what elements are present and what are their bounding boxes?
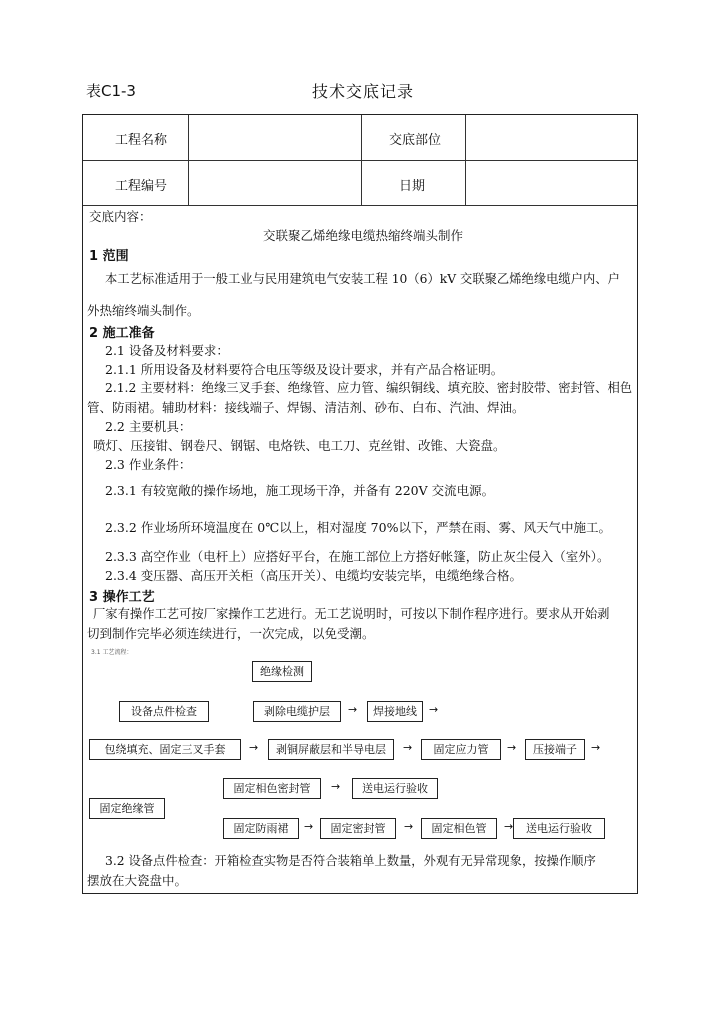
content-label: 交底内容： bbox=[89, 209, 152, 224]
section-3-paragraph: 厂家有操作工艺可按厂家操作工艺进行。无工艺说明时，可按以下制作程序进行。要求从开始剥 bbox=[93, 607, 610, 621]
project-number-label: 工程编号 bbox=[115, 179, 168, 194]
flow-arrow: → bbox=[404, 820, 414, 833]
item-2-3-3: 2.3.3 高空作业（电杆上）应搭好平台，在施工部位上方搭好帐篷，防止灰尘侵入（室外）。 bbox=[105, 549, 610, 564]
section-3-title: 3 操作工艺 bbox=[89, 590, 155, 605]
flow-arrow: → bbox=[591, 741, 601, 754]
section-1-paragraph: 本工艺标准适用于一般工业与民用建筑电气安装工程 10（6）kV 交联聚乙烯绝缘电缆户内、户 bbox=[105, 272, 620, 286]
flow-arrow: → bbox=[429, 703, 439, 716]
location-label: 交底部位 bbox=[389, 133, 442, 148]
subsection-2-1: 2.1 设备及材料要求： bbox=[105, 343, 229, 358]
flow-step-strip-shield: 剥铜屏蔽层和半导电层 bbox=[268, 739, 394, 760]
subsection-3-1-label: 3.1 工艺流程： bbox=[91, 649, 133, 656]
form-number: 表C1-3 bbox=[86, 82, 136, 100]
flow-step-wrap-fill: 包绕填充、固定三叉手套 bbox=[89, 739, 241, 760]
item-2-3-1: 2.3.1 有较宽敞的操作场地，施工现场干净，并备有 220V 交流电源。 bbox=[105, 483, 495, 498]
project-name-label: 工程名称 bbox=[115, 133, 168, 148]
item-2-1-1: 2.1.1 所用设备及材料要符合电压等级及设计要求，并有产品合格证明。 bbox=[105, 362, 504, 377]
flow-arrow: → bbox=[507, 741, 517, 754]
flow-step-fix-seal-tube: 固定密封管 bbox=[320, 818, 396, 839]
section-1-title: 1 范围 bbox=[89, 249, 129, 264]
section-2-title: 2 施工准备 bbox=[89, 326, 155, 341]
document-title: 技术交底记录 bbox=[312, 82, 415, 101]
flow-step-energize-accept: 送电运行验收 bbox=[352, 778, 438, 799]
section-3-paragraph: 切到制作完毕必须连续进行，一次完成，以免受潮。 bbox=[87, 626, 375, 641]
flow-arrow: → bbox=[249, 741, 259, 754]
flow-step-fix-stress-tube: 固定应力管 bbox=[421, 739, 501, 760]
flow-step-crimp-terminal: 压接端子 bbox=[525, 739, 585, 760]
item-2-1-2: 管、防雨裙。辅助材料：接线端子、焊锡、清洁剂、砂布、白布、汽油、焊油。 bbox=[87, 400, 525, 415]
subsection-3-2: 摆放在大瓷盘中。 bbox=[87, 873, 188, 888]
date-label: 日期 bbox=[399, 179, 426, 194]
flow-step-weld-ground: 焊接地线 bbox=[367, 701, 423, 722]
record-form bbox=[82, 114, 638, 894]
section-1-paragraph: 外热缩终端头制作。 bbox=[87, 303, 200, 318]
table-divider bbox=[83, 205, 637, 206]
flow-arrow: → bbox=[348, 703, 358, 716]
table-divider bbox=[83, 160, 637, 161]
item-2-1-2: 2.1.2 主要材料：绝缘三叉手套、绝缘管、应力管、编织铜线、填充胶、密封胶带、密封管、相色 bbox=[105, 381, 633, 395]
flow-step-inspect-equipment: 设备点件检查 bbox=[119, 701, 209, 722]
flow-step-fix-phase-tube: 固定相色管 bbox=[421, 818, 497, 839]
table-divider bbox=[361, 115, 362, 205]
flow-step-energize-accept-final: 送电运行验收 bbox=[513, 818, 605, 839]
flow-step-fix-phase-seal-tube: 固定相色密封管 bbox=[223, 778, 321, 799]
tool-list: 喷灯、压接钳、钢卷尺、钢锯、电烙铁、电工刀、克丝钳、改锥、大瓷盘。 bbox=[93, 438, 506, 453]
table-divider bbox=[188, 115, 189, 205]
subsection-2-3: 2.3 作业条件： bbox=[105, 457, 192, 472]
flow-arrow: → bbox=[504, 820, 514, 833]
subsection-3-2: 3.2 设备点件检查：开箱检查实物是否符合装箱单上数量，外观有无异常现象，按操作顺序 bbox=[105, 854, 596, 868]
flow-step-fix-rain-skirt: 固定防雨裙 bbox=[223, 818, 299, 839]
flow-step-insulation-test: 绝缘检测 bbox=[252, 661, 312, 682]
table-divider bbox=[465, 115, 466, 205]
subsection-2-2: 2.2 主要机具： bbox=[105, 419, 192, 434]
item-2-3-4: 2.3.4 变压器、高压开关柜（高压开关）、电缆均安装完毕，电缆绝缘合格。 bbox=[105, 568, 523, 583]
flow-arrow: → bbox=[403, 741, 413, 754]
flow-arrow: → bbox=[304, 820, 314, 833]
flow-arrow: → bbox=[331, 780, 341, 793]
content-subject: 交联聚乙烯绝缘电缆热缩终端头制作 bbox=[263, 228, 464, 243]
item-2-3-2: 2.3.2 作业场所环境温度在 0℃以上，相对湿度 70%以下，严禁在雨、雾、风天气中施工。 bbox=[105, 520, 611, 535]
flow-step-strip-sheath: 剥除电缆护层 bbox=[253, 701, 341, 722]
flow-step-fix-insulation-tube: 固定绝缘管 bbox=[89, 798, 165, 819]
